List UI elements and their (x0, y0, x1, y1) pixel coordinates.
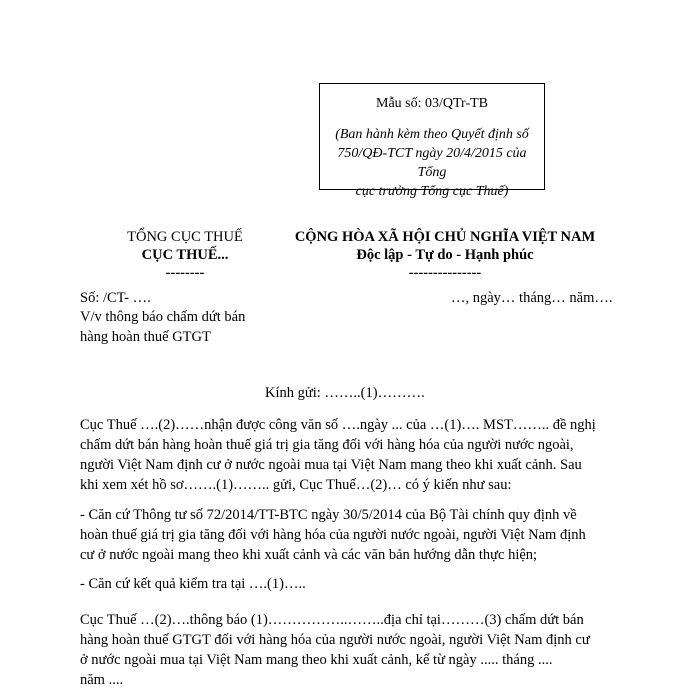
body-paragraph-notice (80, 610, 620, 690)
paragraph-line: Cục Thuế ….(2)……nhận được công văn số ….ngày ... của …(1)…. MST…….. đề nghị (80, 417, 596, 433)
subject-line: hàng hoàn thuế GTGT (80, 329, 211, 345)
document-date: …, ngày… tháng… năm…. (451, 290, 613, 306)
agency-separator: -------- (165, 265, 205, 281)
office-name: CỤC THUẾ... (141, 247, 229, 263)
paragraph-line: năm .... (80, 672, 124, 688)
paragraph-line: - Căn cứ Thông tư số 72/2014/TT-BTC ngày 30/5/2014 của Bộ Tài chính quy định về (80, 507, 577, 523)
national-motto: Độc lập - Tự do - Hạnh phúc (356, 247, 534, 263)
paragraph-line: khi xem xét hồ sơ…….(1)…….. gửi, Cục Thuế…(2)… có ý kiến như sau: (80, 477, 512, 493)
body-paragraph-inspection (80, 574, 620, 594)
motto-separator: --------------- (408, 265, 482, 281)
form-note-line: 750/QĐ-TCT ngày 20/4/2015 của Tổng (337, 146, 527, 180)
paragraph-line: cư ở nước ngoài mang theo khi xuất cảnh và các văn bản hướng dẫn thực hiện; (80, 547, 538, 563)
paragraph-line: người Việt Nam định cư ở nước ngoài mua tại Việt Nam mang theo khi xuất cảnh. Sau (80, 457, 582, 473)
issuing-agency-header (95, 228, 275, 282)
paragraph-line: hoàn thuế giá trị gia tăng đối với hàng hóa của người nước ngoài, người Việt Nam định (80, 527, 586, 543)
document-subject (80, 307, 245, 347)
paragraph-line: Cục Thuế …(2)….thông báo (1)……………..……..địa chỉ tại………(3) chấm dứt bán (80, 612, 584, 628)
form-code: Mẫu số: 03/QTr-TB (376, 96, 488, 111)
document-number: Số: /CT- …. (80, 290, 151, 306)
paragraph-line: - Căn cứ kết quả kiểm tra tại ….(1)….. (80, 576, 306, 592)
subject-line: V/v thông báo chấm dứt bán (80, 309, 246, 325)
paragraph-line: ở nước ngoài mua tại Việt Nam mang theo khi xuất cảnh, kể từ ngày ..... tháng .... (80, 652, 553, 668)
agency-name: TỔNG CỤC THUẾ (127, 229, 243, 245)
salutation: Kính gửi: ……..(1)………. (265, 385, 425, 401)
national-header (285, 228, 605, 282)
form-note-line: cục trưởng Tổng cục Thuế) (355, 184, 509, 199)
form-number-box (319, 83, 545, 199)
paragraph-line: hàng hoàn thuế GTGT đối với hàng hóa của người nước ngoài, người Việt Nam định cư (80, 632, 590, 648)
country-name: CỘNG HÒA XÃ HỘI CHỦ NGHĨA VIỆT NAM (294, 229, 596, 245)
form-note (320, 125, 544, 201)
paragraph-line: chấm dứt bán hàng hoàn thuế giá trị gia tăng đối với hàng hóa của người nước ngoài, (80, 437, 574, 453)
body-paragraph-intro (80, 415, 620, 495)
form-note-line: (Ban hành kèm theo Quyết định số (335, 127, 529, 142)
body-paragraph-legal-basis (80, 505, 620, 565)
